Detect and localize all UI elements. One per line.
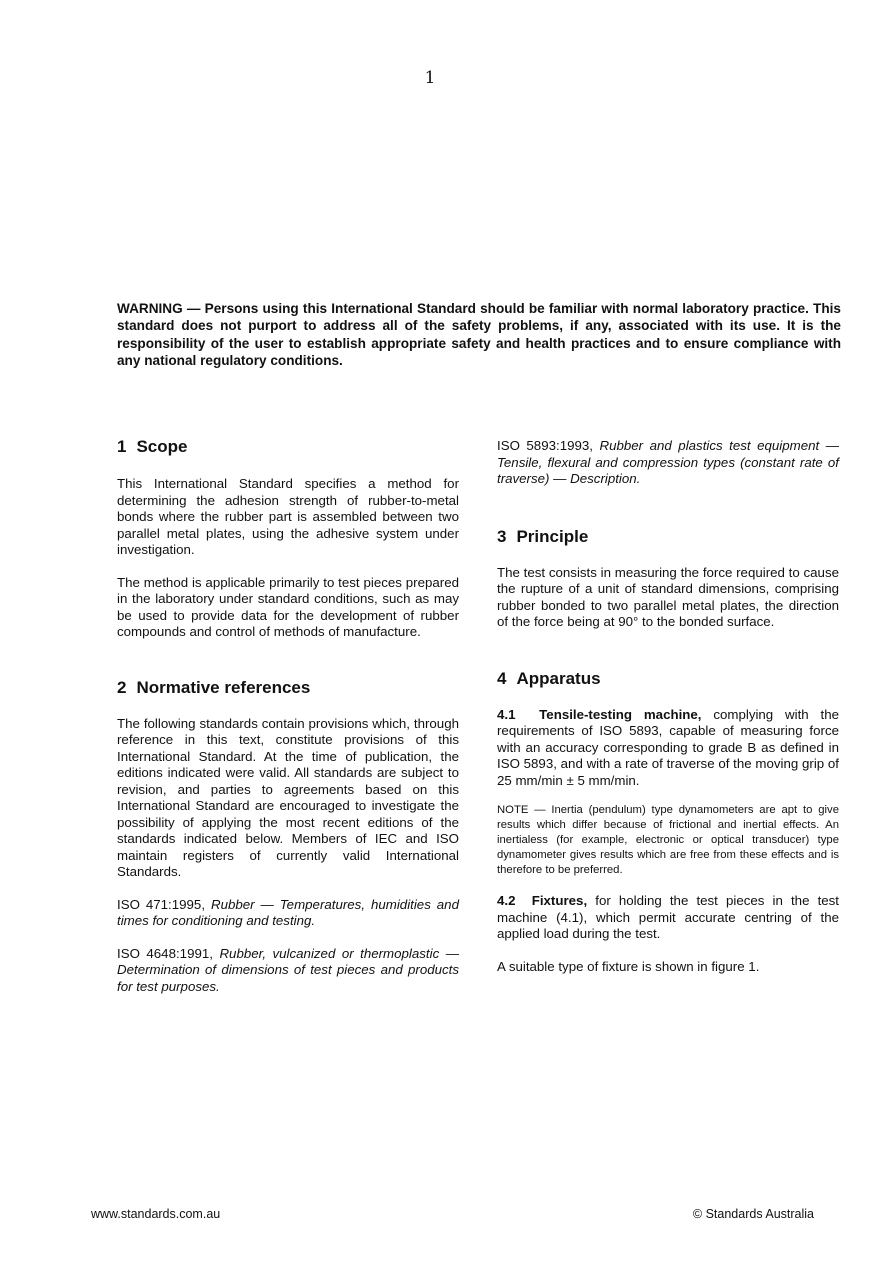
section-4-heading	[497, 668, 839, 690]
reference-title: Rubber and plastics test equipment — Tensile, flexural and compression types (constant rate of traverse) — Description.	[497, 438, 839, 486]
reference-code: ISO 471:1995,	[117, 896, 206, 912]
section-1-heading	[117, 436, 459, 458]
normative-references-paragraph: The following standards contain provisions which, through reference in this text, constitute provisions of this International Standard. At the time of publication, the editions indicated were valid. All standards are subject to revision, and parties to agreements based on this International Standard are encouraged to investigate the possibility of applying the most recent editions of the standards indicated below. Members of IEC and ISO maintain registers of currently valid International Standards.	[117, 715, 459, 879]
item-4-2-text: for holding the test pieces in the test machine (4.1), which permit accurate centring of the applied load during the test.	[497, 893, 839, 941]
section-4-number: 4	[497, 668, 507, 688]
item-4-1-paragraph	[497, 707, 839, 790]
section-2-title: Normative references	[136, 677, 311, 697]
right-column	[497, 438, 839, 975]
note-paragraph: NOTE — Inertia (pendulum) type dynamometers are apt to give results which differ because of frictional and inertial effects. An inertialess (for example, electronic or optical transducer) type dynamometer gives results which are free from these effects and is therefore to be preferred.	[497, 804, 839, 876]
page-number: 1	[424, 68, 436, 88]
principle-paragraph: The test consists in measuring the force required to cause the rupture of a unit of standard dimensions, comprising rubber bonded to two parallel metal plates, the direction of the force being at 90° to the bonded surface.	[497, 564, 839, 629]
item-4-1-number: 4.1	[497, 706, 516, 722]
section-4-title: Apparatus	[516, 668, 601, 688]
section-3-title: Principle	[516, 526, 589, 546]
left-column	[117, 436, 459, 995]
reference-title: Rubber, vulcanized or thermoplastic — Determination of dimensions of test pieces and products for test purposes.	[117, 945, 460, 994]
item-4-2-paragraph	[497, 893, 839, 943]
item-4-1-title: Tensile-testing machine,	[539, 706, 702, 722]
fixture-figure-reference: A suitable type of fixture is shown in figure 1.	[497, 958, 760, 974]
reference-iso-4648	[117, 946, 459, 996]
section-2-heading	[117, 677, 459, 699]
reference-iso-5893	[497, 438, 839, 488]
scope-paragraph-2: The method is applicable primarily to test pieces prepared in the laboratory under standard conditions, such as may be used to provide data for the development of rubber compounds and control of methods of manufacture.	[117, 574, 459, 639]
section-3-number: 3	[497, 526, 507, 546]
reference-code: ISO 5893:1993,	[497, 438, 593, 453]
item-4-1-text: complying with the requirements of ISO 5893, capable of measuring force with an accuracy corresponding to grade B as defined in ISO 5893, and with a rate of traverse of the moving grip of 25 mm/min ± 5 mm/min.	[497, 706, 840, 788]
reference-code: ISO 4648:1991,	[117, 945, 213, 961]
warning-paragraph: WARNING — Persons using this International Standard should be familiar with normal laboratory practice. This standard does not purport to address all of the safety problems, if any, associated with its use. It is the responsibility of the user to establish appropriate safety and health practices and to ensure compliance with any national regulatory conditions.	[117, 301, 841, 368]
item-4-2-title: Fixtures,	[531, 893, 588, 908]
item-4-2-number: 4.2	[497, 893, 516, 908]
section-2-number: 2	[117, 677, 127, 697]
footer-copyright: © Standards Australia	[692, 1207, 814, 1221]
section-1-number: 1	[117, 437, 127, 456]
reference-iso-471	[117, 897, 459, 930]
section-1-title: Scope	[136, 437, 188, 456]
scope-paragraph-1: This International Standard specifies a method for determining the adhesion strength of rubber-to-metal bonds where the rubber part is assembled between two parallel metal plates, using the adhesive system under investigation.	[117, 476, 459, 557]
footer-website-link[interactable]: www.standards.com.au	[91, 1207, 221, 1221]
section-3-heading	[497, 526, 839, 548]
reference-title: Rubber — Temperatures, humidities and times for conditioning and testing.	[117, 896, 459, 928]
